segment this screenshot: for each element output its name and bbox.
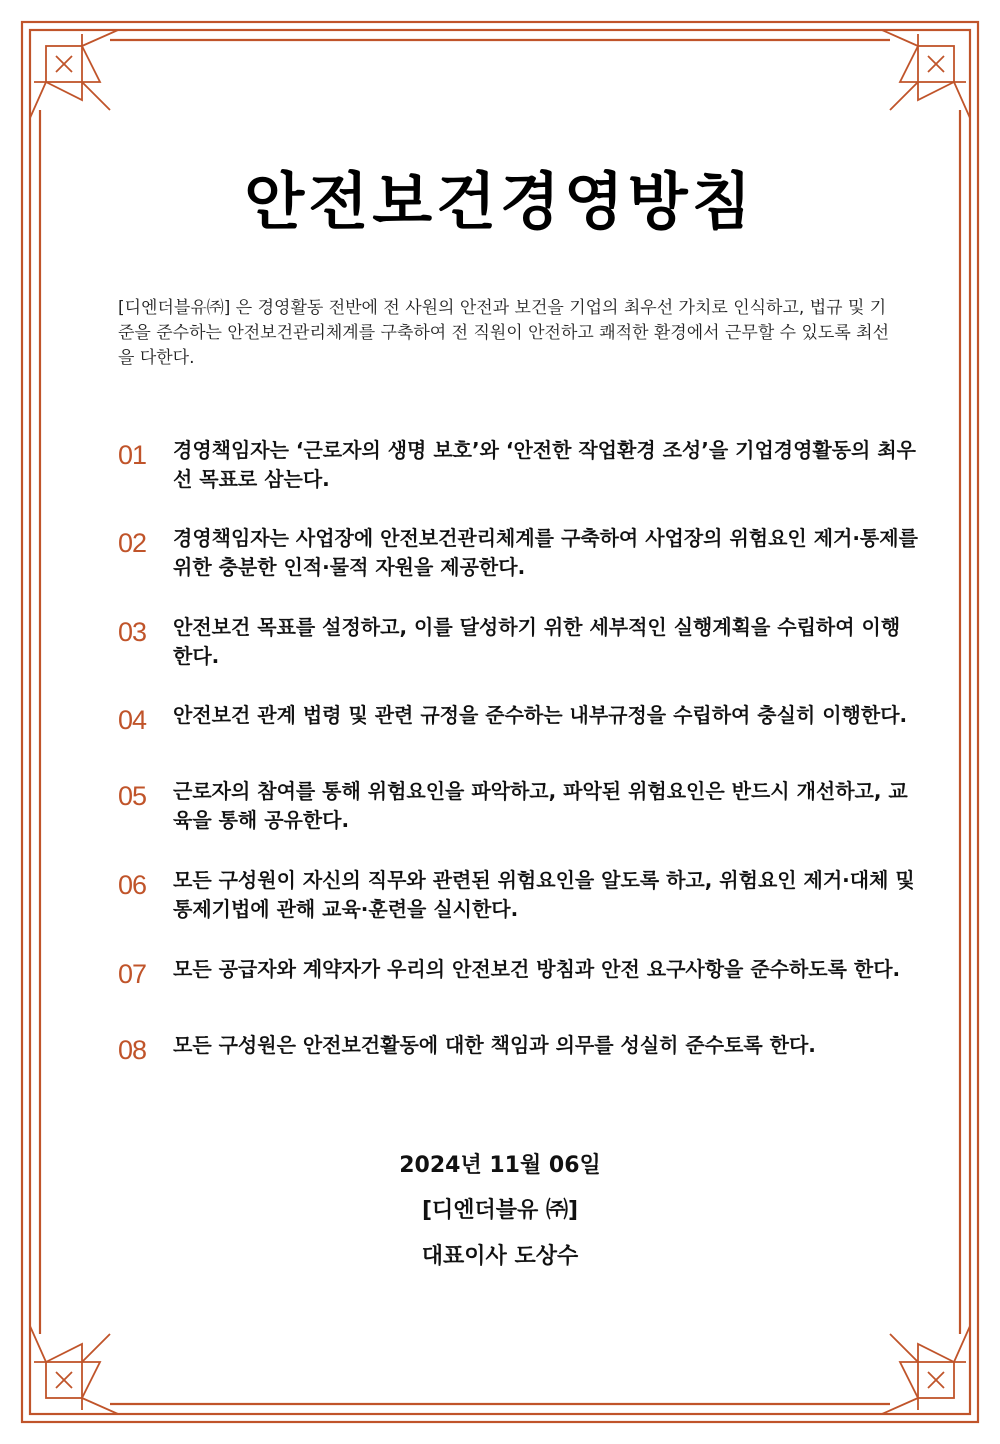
issue-date: 2024년 11월 06일	[399, 1153, 601, 1178]
policy-item-text: 모든 구성원은 안전보건활동에 대한 책임과 의무를 성실히 준수토록 한다.	[173, 1033, 816, 1057]
policy-item-number: 04	[118, 705, 147, 735]
intro-paragraph: [디엔더블유㈜] 은 경영활동 전반에 전 사원의 안전과 보건을 기업의 최우선 가치로 인식하고, 법규 및 기준을 준수하는 안전보건관리체계를 구축하여 전 직원이 안전하고 쾌적한 환경에서 근무할 수 있도록 최선을 다한다.	[118, 298, 889, 368]
corner-ornament-bottom-right	[880, 1324, 970, 1414]
signatory: 대표이사 도상수	[421, 1244, 579, 1269]
policy-item-text: 모든 구성원이 자신의 직무와 관련된 위험요인을 알도록 하고, 위험요인 제거·대체 및 통제기법에 관해 교육·훈련을 실시한다.	[173, 868, 915, 921]
page-title: 안전보건경영방침	[244, 165, 756, 238]
policy-item-text: 경영책임자는 ‘근로자의 생명 보호’와 ‘안전한 작업환경 조성’을 기업경영활동의 최우선 목표로 삼는다.	[173, 438, 916, 491]
policy-item-text: 모든 공급자와 계약자가 우리의 안전보건 방침과 안전 요구사항을 준수하도록 한다.	[173, 957, 901, 981]
policy-item-text: 안전보건 목표를 설정하고, 이를 달성하기 위한 세부적인 실행계획을 수립하여 이행한다.	[173, 615, 901, 668]
policy-item-number: 01	[118, 440, 147, 470]
corner-ornament-top-right	[880, 30, 970, 120]
policy-item-text: 근로자의 참여를 통해 위험요인을 파악하고, 파악된 위험요인은 반드시 개선하고, 교육을 통해 공유한다.	[173, 779, 908, 832]
corner-ornament-top-left	[30, 30, 120, 120]
policy-item-number: 07	[118, 959, 147, 989]
policy-item-number: 05	[118, 781, 147, 811]
policy-item-text: 안전보건 관계 법령 및 관련 규정을 준수하는 내부규정을 수립하여 충실히 이행한다.	[173, 703, 908, 727]
policy-item-number: 03	[118, 617, 147, 647]
policy-item-number: 02	[118, 528, 147, 558]
company-name: [디엔더블유 ㈜]	[421, 1198, 579, 1223]
corner-ornament-bottom-left	[30, 1324, 120, 1414]
policy-item-text: 경영책임자는 사업장에 안전보건관리체계를 구축하여 사업장의 위험요인 제거·통제를 위한 충분한 인적·물적 자원을 제공한다.	[173, 526, 918, 579]
policy-item-number: 06	[118, 870, 147, 900]
policy-item-number: 08	[118, 1035, 147, 1065]
